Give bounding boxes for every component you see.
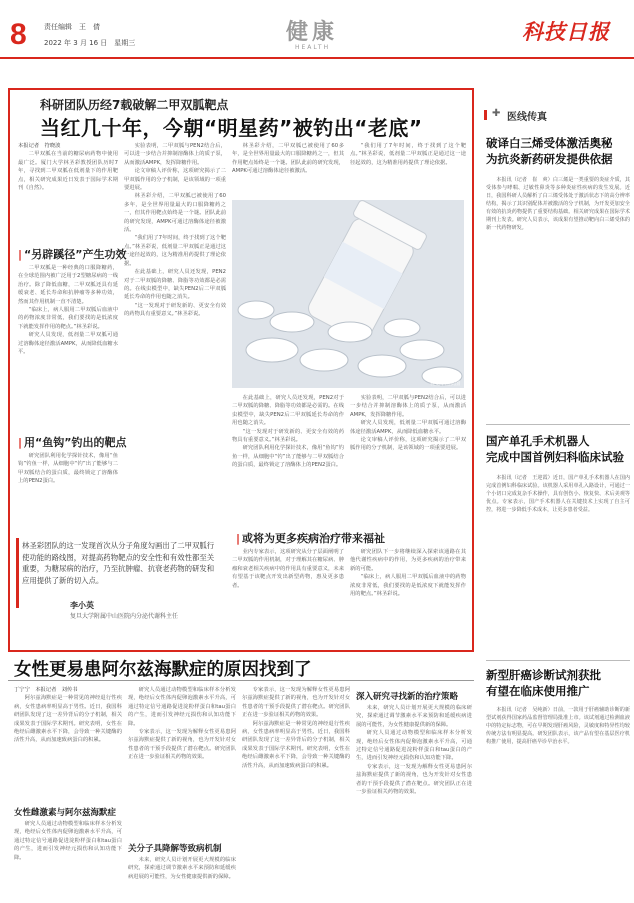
- subhead-text: 关分子具降解等致病机制: [128, 844, 222, 854]
- subhead-text: 或将为更多疾病治疗带来福祉: [242, 532, 386, 545]
- paragraph: 研究团队利用化学探针技术，像用“鱼钩”钓鱼一样，从细胞中“钓”出了能够与二甲双胍结合的蛋白质，最终锁定了溶酶体上的PEN2蛋白。: [232, 445, 344, 469]
- section-title-en: HEALTH: [295, 44, 331, 51]
- paragraph: 研究人员发现，低剂量二甲双胍可通过溶酶体途径激活AMPK，从而降低血糖水平。: [18, 332, 118, 356]
- header-rule: [0, 57, 634, 59]
- quote-affiliation: 复旦大学附属中山医院内分泌代谢科主任: [70, 613, 179, 620]
- feature-column-1: [18, 142, 118, 242]
- paragraph: 阿尔兹海默症是一种常见的神经退行性疾病，女性患病率明显高于男性。近日，我国科研团队发现了这一差异背后的分子机制，相关成果发表于国际学术期刊。研究表明，女性在绝经后雌激素水平下降，会导致一种关键酶的活性升高，从而加速致病蛋白的积累。: [14, 695, 122, 744]
- paragraph: “我们用了7年时间，终于找到了这个靶点。”林圣彩说，低剂量二甲双胍正是通过这一途径起效的，这为精准用药提供了理论依据。: [350, 143, 466, 166]
- paragraph: 论文审稿人评价称，这项研究揭示了二甲双胍作用的分子机制，是该领域的一项重要进展。: [124, 168, 226, 192]
- paragraph: “这一发现对于研发新的、更安全有效的药物具有重要意义。”林圣彩说。: [124, 302, 226, 318]
- medical-cross-icon: ✚: [492, 108, 501, 119]
- feature-subhead-3: | 或将为更多疾病治疗带来福祉: [236, 532, 386, 545]
- paragraph: 实验表明，二甲双胍与PEN2结合后，可以进一步结合并抑制溶酶体上的质子泵，从而激活AMPK，发挥降糖作用。: [124, 143, 226, 166]
- paragraph: 本报讯（记者 吴纯新）日前，一款用于肝癌辅助诊断的新型试剂获得国家药品监督管理局批准上市。该试剂通过检测血液中的特定标志物，可在早期发现肝癌风险，灵敏度和特异性均较传统方法有明显提高。研发团队表示，该产品有望在基层医疗机构推广使用，提高肝癌早诊早治水平。: [486, 707, 630, 745]
- paragraph: 研究人员通过动物模型和临床样本分析发现，绝经后女性体内促卵泡激素水平升高，可通过特定信号通路促进淀粉样蛋白和tau蛋白的产生，进而引发神经元损伤和认知功能下降。: [14, 821, 122, 861]
- bottom-column-2: [128, 686, 236, 836]
- feature-column-4-top: [350, 142, 466, 198]
- bottom-subhead-1: [14, 806, 116, 818]
- feature-subhead-1: | “另辟蹊径”产生功效: [18, 248, 127, 261]
- right-separator: [486, 424, 630, 425]
- bottom-subhead-3: [128, 842, 222, 854]
- bottom-rule: [8, 680, 474, 681]
- feature-column-1c: [18, 452, 118, 532]
- paragraph: “这一发现对于研发新的、更安全有效的药物具有重要意义。”林圣彩说。: [232, 428, 344, 444]
- paragraph: “临床上，病人服用二甲双胍后血液中的药物浓度非常低，我们要找的是低浓度下就能发挥作用的靶点。”林圣彩说。: [350, 574, 466, 598]
- subhead-text: 深入研究寻找新的治疗策略: [356, 692, 459, 702]
- paragraph: 论文审稿人评价称，这项研究揭示了二甲双胍作用的分子机制，是该领域的一项重要进展。: [350, 437, 466, 452]
- right-separator: [486, 660, 630, 661]
- paragraph: 林圣彩介绍，二甲双胍已被使用了60多年，是全世界用量最大的口服降糖药之一，但其作用靶点始终是一个谜。团队此前的研究发现，AMPK可通过溶酶体途径被激活。: [124, 193, 226, 234]
- paragraph: 二甲双胍是一种经典的口服降糖药，在全球范围内被广泛用于2型糖尿病的一线治疗。除了降低血糖，二甲双胍还具有延缓衰老、延长寿命和抗肿瘤等多种功效，然而其作用机制一直不清楚。: [18, 265, 118, 305]
- bottom-byline: 丁宁宁 本报记者 刘传书: [14, 687, 78, 693]
- paragraph: 研究团队下一步将继续深入探索该通路在其他代谢性疾病中的作用，为更多疾病的治疗带来新的可能。: [350, 549, 466, 572]
- feature-headline: 当红几十年，今朝“明星药”被钓出“老底”: [40, 116, 423, 140]
- paragraph: 研究人员通过动物模型和临床样本分析发现，绝经后女性体内促卵泡激素水平升高，可通过特定信号通路促进淀粉样蛋白和tau蛋白的产生，进而引发神经元损伤和认知功能下降。: [356, 730, 472, 762]
- feature-column-3b: [232, 548, 344, 644]
- subhead-text: 女性雌激素与阿尔兹海默症: [14, 808, 117, 818]
- pills-bottle-illustration: [232, 200, 464, 388]
- feature-kicker: 科研团队历经7载破解二甲双胍靶点: [40, 98, 229, 112]
- paragraph: 业内专家表示，这项研究从分子层面阐明了二甲双胍的作用机制，对于理解其在糖尿病、肿瘤和衰老相关疾病中的作用具有重要意义，未来有望基于该靶点开发出新型药物，惠及更多患者。: [232, 549, 344, 589]
- feature-column-3-top: [232, 142, 344, 198]
- paragraph: 本报讯（记者 王迎霞）近日，国产单孔手术机器人在国内完成首例妇科临床试验。该机器人采用单孔入路设计，可通过一个小切口完成复杂手术操作，具有创伤小、恢复快、术后美观等优点。专家表示，国产手术机器人在关键技术上实现了自主可控，将进一步降低手术成本，让更多患者受益。: [486, 475, 630, 513]
- paragraph: 未来，研究人员计划开展更大规模的临床研究，探索通过调节激素水平来预防和延缓疾病进展的可能性，为女性健康提供新的保障。: [356, 705, 472, 728]
- paragraph: 未来，研究人员计划开展更大规模的临床研究，探索通过调节激素水平来预防和延缓疾病进展的可能性，为女性健康提供新的保障。: [128, 857, 236, 880]
- page-number: 8: [10, 18, 27, 51]
- bottom-column-2b: [128, 856, 236, 896]
- quote-name: 李小英: [70, 601, 94, 610]
- bottom-column-3: [242, 686, 350, 896]
- story3-body: [486, 706, 630, 896]
- feature-column-4: [350, 394, 466, 524]
- story1-title-line2: 为抗炎新药研发提供依据: [486, 152, 613, 166]
- paragraph: “临床上，病人服用二甲双胍后血液中的药物浓度非常低，我们要找的是低浓度下就能发挥作用的靶点。”林圣彩说。: [18, 307, 118, 330]
- story1-title-line1: 破译白三烯受体激活奥秘: [486, 136, 613, 150]
- paragraph: “我们用了7年时间，终于找到了这个靶点。”林圣彩说，低剂量二甲双胍正是通过这一途径起效的，这为精准用药提供了理论依据。: [124, 235, 226, 267]
- feature-byline: 本报记者 符晓波: [18, 143, 61, 149]
- paragraph: 本报讯（记者 崔 爽）白三烯是一类重要的炎症介质，其受体参与哮喘、过敏性鼻炎等多种炎症性疾病的发生发展。近日，我国科研人员解析了白三烯受体处于激活状态下的高分辨率结构，揭示了其识别配体并被激活的分子机制，为开发更加安全有效的抗炎药物提供了重要结构基础。相关研究成果在国际学术期刊上发表。研究人员表示，该成果有望推动靶向白三烯受体的新一代药物研发。: [486, 177, 630, 231]
- paragraph: 林圣彩介绍，二甲双胍已被使用了60多年，是全世界用量最大的口服降糖药之一，但其作用靶点始终是一个谜。团队此前的研究发现，AMPK可通过溶酶体途径被激活。: [232, 143, 344, 175]
- paragraph: 专家表示，这一发现为解释女性更易患阿尔兹海默症提供了新的视角，也为开发针对女性患者的干预手段提供了潜在靶点。研究团队正在进一步验证相关药物的效果。: [242, 687, 350, 719]
- right-section-title: 医线传真: [507, 112, 547, 123]
- story2-title-line1: 国产单孔手术机器人: [486, 434, 590, 448]
- date-line: 2022 年 3 月 16 日 星期三: [44, 39, 136, 47]
- right-section-bar: [484, 110, 487, 120]
- paragraph: 研究人员发现，低剂量二甲双胍可通过溶酶体途径激活AMPK，从而降低血糖水平。: [350, 420, 466, 435]
- feature-column-2: [124, 142, 226, 532]
- editor-line: 责任编辑 王 倩: [44, 23, 100, 31]
- feature-photo: [232, 200, 464, 388]
- story1-body: [486, 176, 630, 418]
- bottom-column-4: [356, 704, 472, 896]
- feature-column-4b: [350, 548, 466, 644]
- bottom-column-1b: [14, 820, 122, 896]
- subhead-text: 用“鱼钩”钓出的靶点: [24, 436, 127, 449]
- section-title: 健康: [286, 20, 339, 45]
- paragraph: 专家表示，这一发现为解释女性更易患阿尔兹海默症提供了新的视角，也为开发针对女性患者的干预手段提供了潜在靶点。研究团队正在进一步验证相关药物的效果。: [128, 729, 236, 761]
- photo-credit: 视觉中国供图: [430, 381, 461, 387]
- paragraph: 在此基础上，研究人员还发现，PEN2对于二甲双胍的降糖、降脂等功效都是必需的。在线虫模型中，缺失PEN2后二甲双胍延长寿命的作用也随之消失。: [124, 269, 226, 301]
- story2-title-line2: 完成中国首例妇科临床试验: [486, 450, 624, 464]
- bottom-headline: 女性更易患阿尔兹海默症的原因找到了: [14, 660, 312, 680]
- story2-body: [486, 474, 630, 654]
- story3-title-line2: 有望在临床使用推广: [486, 684, 590, 698]
- paragraph: 专家表示，这一发现为解释女性更易患阿尔兹海默症提供了新的视角，也为开发针对女性患者的干预手段提供了潜在靶点。研究团队正在进一步验证相关药物的效果。: [356, 763, 472, 796]
- pull-quote: 林圣彩团队的这一发现首次从分子角度勾画出了二甲双胍行使功能的路线图，对提高药物靶点的安全性和有效性都至关重要，为糖尿病的治疗，乃至抗肿瘤、抗衰老药物的研发和应用提供了新的切入点。: [22, 541, 215, 585]
- bottom-subhead-2: [356, 690, 458, 702]
- paragraph: 研究人员通过动物模型和临床样本分析发现，绝经后女性体内促卵泡激素水平升高，可通过特定信号通路促进淀粉样蛋白和tau蛋白的产生，进而引发神经元损伤和认知功能下降。: [128, 687, 236, 727]
- feature-column-3: [232, 394, 344, 524]
- newspaper-logo: 科技日报: [522, 19, 610, 44]
- feature-column-1b: [18, 264, 118, 424]
- paragraph: 实验表明，二甲双胍与PEN2结合后，可以进一步结合并抑制溶酶体上的质子泵，从而激活AMPK，发挥降糖作用。: [350, 395, 466, 418]
- paragraph: 二甲双胍在当前的糖尿病药物中使用最广泛。厦门大学林圣彩教授团队历时7年，寻找到二甲双胍在低剂量下的作用靶点，相关研究成果近日发表于国际学术期刊《自然》。: [18, 151, 118, 192]
- paragraph: 阿尔兹海默症是一种常见的神经退行性疾病，女性患病率明显高于男性。近日，我国科研团队发现了这一差异背后的分子机制，相关成果发表于国际学术期刊。研究表明，女性在绝经后雌激素水平下降，会导致一种关键酶的活性升高，从而加速致病蛋白的积累。: [242, 720, 350, 769]
- story3-title-line1: 新型肝癌诊断试剂获批: [486, 668, 601, 682]
- subhead-text: “另辟蹊径”产生功效: [24, 248, 127, 261]
- paragraph: 研究团队利用化学探针技术，像用“鱼钩”钓鱼一样，从细胞中“钓”出了能够与二甲双胍结合的蛋白质，最终锁定了溶酶体上的PEN2蛋白。: [18, 453, 118, 485]
- paragraph: 在此基础上，研究人员还发现，PEN2对于二甲双胍的降糖、降脂等功效都是必需的。在线虫模型中，缺失PEN2后二甲双胍延长寿命的作用也随之消失。: [232, 395, 344, 427]
- feature-subhead-2: | 用“鱼钩”钓出的靶点: [18, 436, 127, 449]
